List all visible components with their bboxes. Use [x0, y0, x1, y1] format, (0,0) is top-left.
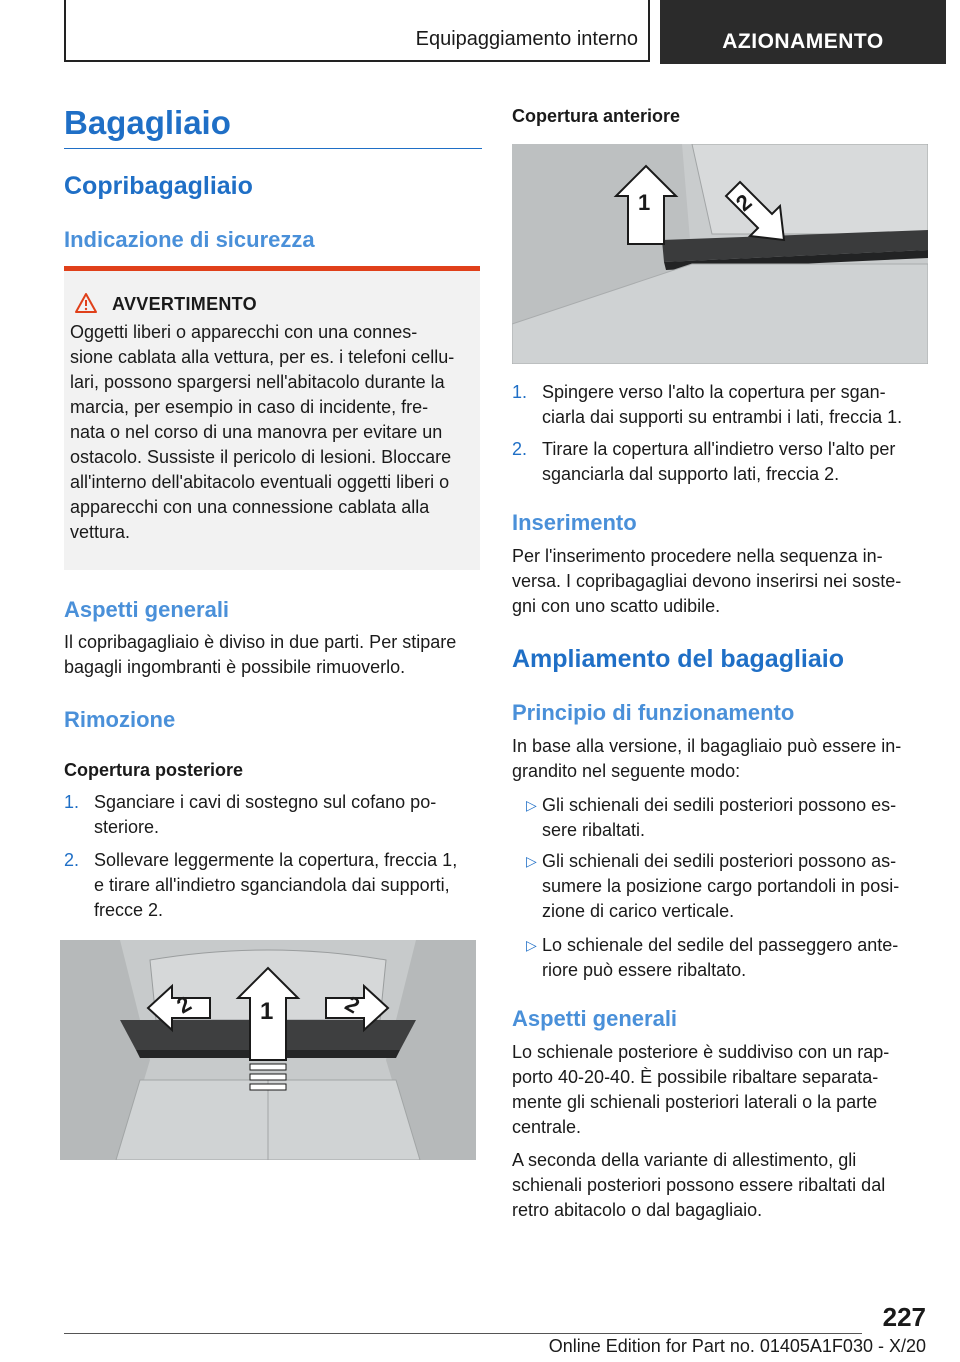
paragraph-line: schienali posteriori possono essere ribaltati dal [512, 1175, 886, 1195]
arrow-label: 2 [731, 189, 757, 217]
paragraph-line: retro abitacolo o dal bagagliaio. [512, 1200, 763, 1220]
step-text [542, 380, 932, 430]
warning-line: apparecchi con una connessione cablata alla [70, 497, 430, 517]
heading-safety: Indicazione di sicurezza [64, 227, 315, 252]
warning-text [70, 320, 480, 545]
bullet-line: riore può essere ribaltato. [542, 960, 747, 980]
bullet-line: zione di carico verticale. [542, 901, 735, 921]
paragraph-line: grandito nel seguente modo: [512, 761, 741, 781]
general-paragraph [64, 630, 482, 680]
step-text [542, 437, 932, 487]
general-3-paragraph [512, 1148, 930, 1223]
footer-edition: Online Edition for Part no. 01405A1F030 - X/20 [548, 1336, 926, 1356]
warning-line: ostacolo. Sussiste il pericolo di lesioni. Bloccare [70, 447, 452, 467]
bullet-triangle-icon: ▷ [526, 797, 537, 813]
title-rule [64, 148, 482, 149]
step-line: Sollevare leggermente la copertura, freccia 1, [94, 850, 458, 870]
bullet-line: Gli schienali dei sedili posteriori possono as- [542, 851, 897, 871]
rear-cover-illustration [60, 940, 476, 1160]
step-number: 2. [512, 439, 528, 459]
heading-general-2: Aspetti generali [512, 1006, 678, 1031]
heading-general: Aspetti generali [64, 597, 230, 622]
warning-box [64, 266, 480, 570]
warning-line: all'interno dell'abitacolo eventuali oggetti liberi o [70, 472, 450, 492]
bullet-line: sere ribaltati. [542, 820, 646, 840]
warning-line: vettura. [70, 522, 131, 542]
paragraph-line: centrale. [512, 1117, 582, 1137]
header-section-title: Equipaggiamento interno [415, 28, 638, 50]
heading-principle: Principio di funzionamento [512, 700, 795, 725]
bullet-line: Lo schienale del sedile del passeggero ante- [542, 935, 899, 955]
warning-line: marcia, per esempio in caso di incidente, fre- [70, 397, 429, 417]
arrow-label: 2 [340, 990, 364, 1019]
heading-copribagagliaio: Copribagagliaio [64, 172, 253, 200]
trunk-front-drawing [512, 144, 928, 364]
bullet-triangle-icon: ▷ [526, 937, 537, 953]
arrow-label: 1 [638, 190, 651, 215]
paragraph-line: bagagli ingombranti è possibile rimuoverlo. [64, 657, 406, 677]
footer-rule [64, 1333, 862, 1334]
step-line: frecce 2. [94, 900, 164, 920]
heading-removal: Rimozione [64, 707, 176, 732]
paragraph-line: Lo schienale posteriore è suddiviso con un rap- [512, 1042, 890, 1062]
step-line: Sganciare i cavi di sostegno sul cofano po- [94, 792, 437, 812]
warning-line: Oggetti liberi o apparecchi con una connes- [70, 322, 418, 342]
bullet-text [542, 849, 932, 924]
paragraph-line: A seconda della variante di allestimento, gli [512, 1150, 857, 1170]
bullet-text [542, 933, 932, 983]
paragraph-line: Per l'inserimento procedere nella sequenza in- [512, 546, 883, 566]
bullet-triangle-icon: ▷ [526, 853, 537, 869]
page-number: 227 [882, 1302, 926, 1332]
step-number: 2. [64, 850, 80, 870]
paragraph-line: In base alla versione, il bagagliaio può essere in- [512, 736, 902, 756]
step-line: Spingere verso l'alto la copertura per sgan- [542, 382, 886, 402]
paragraph-line: porto 40-20-40. È possibile ribaltare separata- [512, 1067, 879, 1087]
heading-insertion: Inserimento [512, 510, 637, 535]
step-line: ciarla dai supporti su entrambi i lati, freccia 1. [542, 407, 903, 427]
warning-title: AVVERTIMENTO [112, 294, 257, 314]
step-line: steriore. [94, 817, 160, 837]
heading-rear-cover: Copertura posteriore [64, 760, 244, 780]
paragraph-line: gni con uno scatto udibile. [512, 596, 721, 616]
warning-line: nata o nel corso di una manovra per evitare un [70, 422, 443, 442]
paragraph-line: mente gli schienali posteriori laterali o la parte [512, 1092, 878, 1112]
principle-paragraph [512, 734, 930, 784]
insertion-paragraph [512, 544, 930, 619]
bullet-text [542, 793, 932, 843]
arrow-label: 2 [172, 990, 196, 1019]
paragraph-line: Il copribagagliaio è diviso in due parti. Per stipare [64, 632, 457, 652]
bullet-line: sumere la posizione cargo portandoli in posi- [542, 876, 900, 896]
page-title: Bagagliaio [64, 104, 231, 141]
arrow-label: 1 [260, 998, 274, 1025]
step-number: 1. [64, 792, 80, 812]
step-line: sganciarla dal supporto lati, freccia 2. [542, 464, 840, 484]
warning-line: lari, possono spargersi nell'abitacolo durante la [70, 372, 445, 392]
step-line: e tirare all'indietro sganciandola dai supporti, [94, 875, 450, 895]
step-text [94, 848, 484, 923]
paragraph-line: versa. I copribagagliai devono inserirsi nei soste- [512, 571, 902, 591]
heading-front-cover: Copertura anteriore [512, 106, 681, 126]
warning-line: sione cablata alla vettura, per es. i telefoni cellu- [70, 347, 455, 367]
general-2-paragraph [512, 1040, 930, 1140]
step-number: 1. [512, 382, 528, 402]
step-text [94, 790, 484, 840]
step-line: Tirare la copertura all'indietro verso l'alto per [542, 439, 896, 459]
heading-expansion: Ampliamento del bagagliaio [512, 645, 844, 673]
warning-triangle-icon [74, 292, 98, 314]
header-frame [64, 0, 650, 62]
warning-bar [64, 266, 480, 271]
bullet-line: Gli schienali dei sedili posteriori possono es- [542, 795, 897, 815]
header-chapter-tab: AZIONAMENTO [660, 0, 946, 64]
front-cover-illustration [512, 144, 928, 364]
trunk-rear-drawing [60, 940, 476, 1160]
